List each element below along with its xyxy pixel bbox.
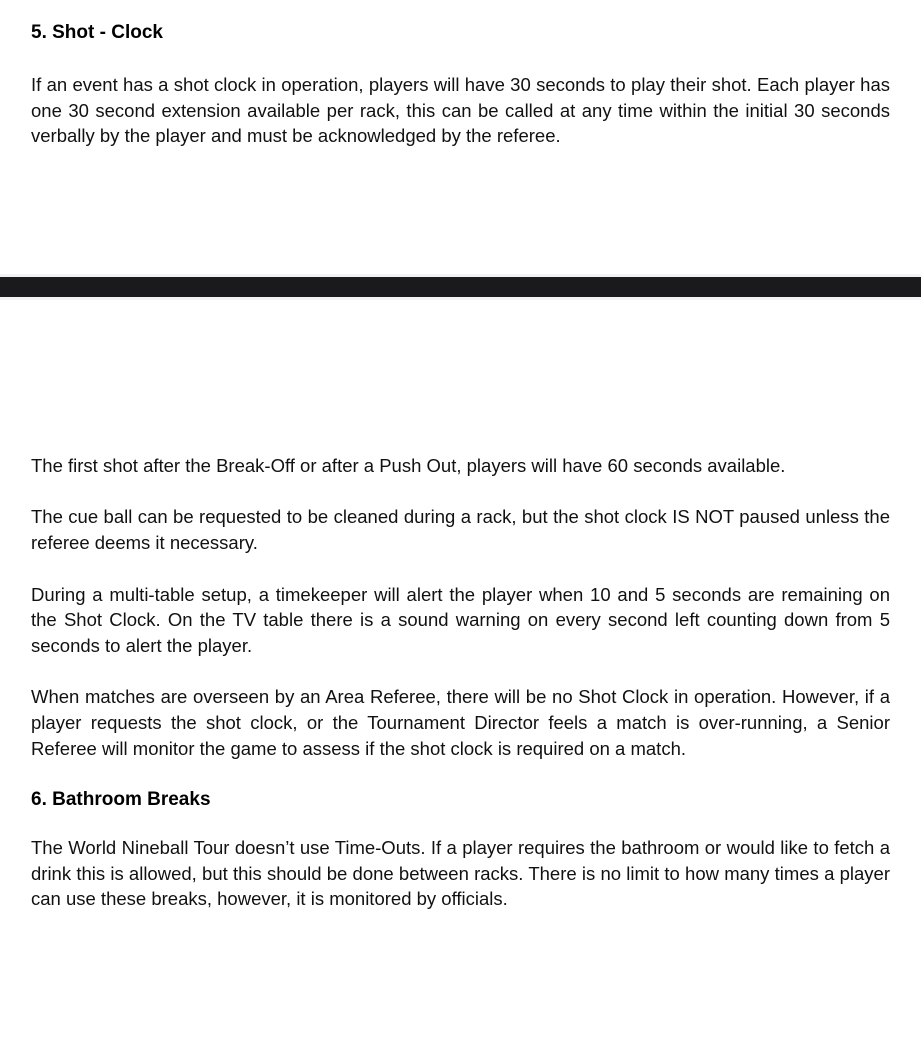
paragraph-timekeeper-warning: During a multi-table setup, a timekeeper will alert the player when 10 and 5 seconds are remaining on the Shot Clock. On the TV table there is a sound warning on every second left counting down from 5 seconds to alert the player. [31, 583, 890, 656]
paragraph-break-off-time: The first shot after the Break-Off or after a Push Out, players will have 60 seconds available. [31, 454, 786, 476]
paragraph-area-referee: When matches are overseen by an Area Referee, there will be no Shot Clock in operation. However, if a player requests the shot clock, or the Tournament Director feels a match is over-running, a Senior Referee will monitor the game to assess if the shot clock is required on a match. [31, 686, 890, 759]
paragraph-bathroom-breaks: The World Nineball Tour doesn’t use Time-Outs. If a player requires the bathroom or would like to fetch a drink this is allowed, but this should be done between racks. There is no limit to how many times a player can use these breaks, however, it is monitored by officials. [31, 837, 890, 910]
paragraph-shot-clock-intro: If an event has a shot clock in operation, players will have 30 seconds to play their shot. Each player has one 30 second extension available per rack, this can be called at any time within the initial 30 seconds verbally by the player and must be acknowledged by the referee. [31, 74, 890, 147]
embedded-media-strip [0, 274, 921, 300]
section-heading-bathroom-breaks: 6. Bathroom Breaks [31, 789, 211, 811]
section-heading-shot-clock: 5. Shot - Clock [31, 22, 163, 43]
paragraph-cue-ball-cleaning: The cue ball can be requested to be cleaned during a rack, but the shot clock IS NOT paused unless the referee deems it necessary. [31, 506, 890, 553]
document-page [31, 20, 890, 912]
